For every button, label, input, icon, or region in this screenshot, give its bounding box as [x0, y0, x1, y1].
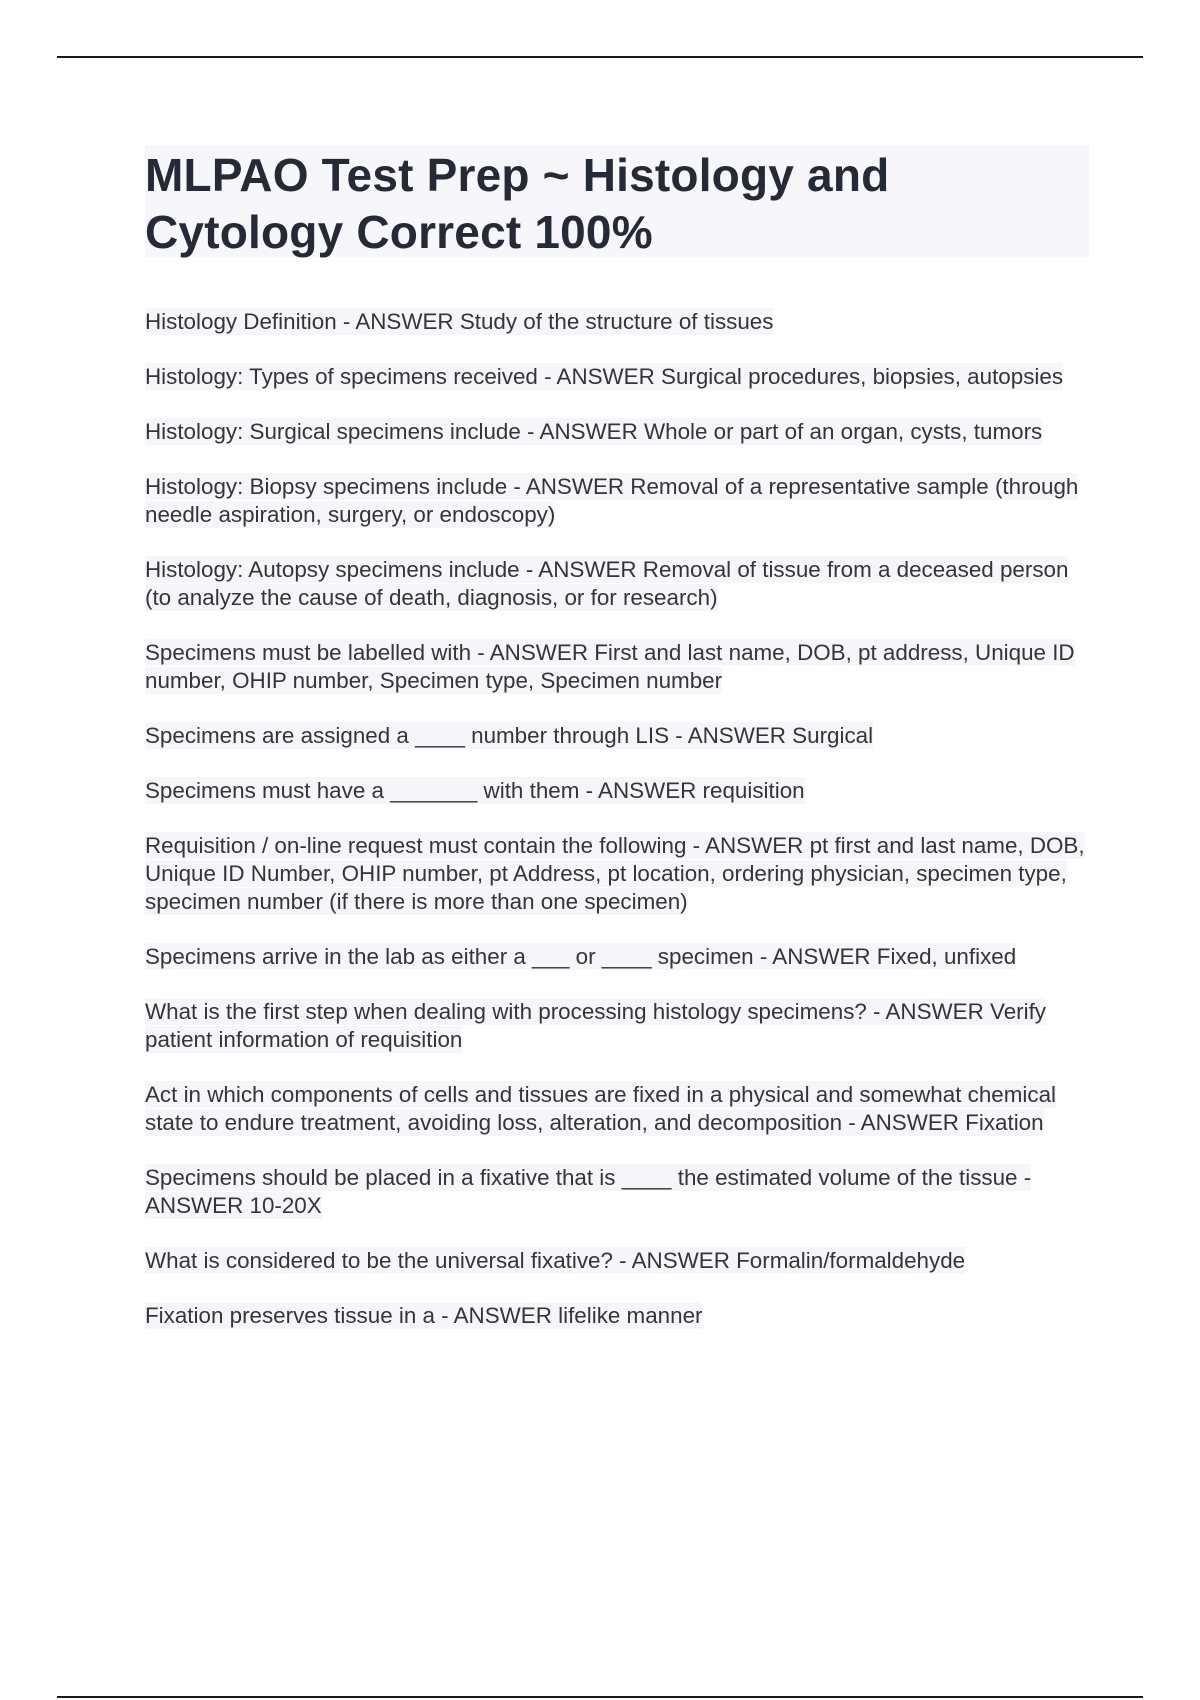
- qa-text: Requisition / on-line request must contain the following - ANSWER pt first and last name, DOB, Unique ID Number, OHIP number, pt Address, pt location, ordering physician, specimen type, specimen number (if there is more than one specimen): [145, 833, 1085, 914]
- qa-text: Histology: Surgical specimens include - ANSWER Whole or part of an organ, cysts, tumors: [145, 419, 1043, 444]
- qa-item: [145, 722, 1095, 750]
- qa-item: [145, 363, 1095, 391]
- qa-item: [145, 473, 1095, 529]
- qa-text: What is the first step when dealing with processing histology specimens? - ANSWER Verify patient information of requisition: [145, 999, 1046, 1052]
- qa-item: [145, 943, 1095, 971]
- qa-text: Histology Definition - ANSWER Study of the structure of tissues: [145, 309, 774, 334]
- page-title: MLPAO Test Prep ~ Histology and Cytology Correct 100%: [145, 149, 890, 258]
- qa-text: Act in which components of cells and tissues are fixed in a physical and somewhat chemical state to endure treatment, avoiding loss, alteration, and decomposition - ANSWER Fixation: [145, 1082, 1057, 1135]
- qa-item: [145, 556, 1095, 612]
- qa-item: [145, 998, 1095, 1054]
- qa-item: [145, 1247, 1095, 1275]
- qa-item: [145, 308, 1095, 336]
- qa-text: Specimens should be placed in a fixative that is ____ the estimated volume of the tissue - ANSWER 10-20X: [145, 1165, 1032, 1218]
- qa-text: Specimens arrive in the lab as either a ___ or ____ specimen - ANSWER Fixed, unfixed: [145, 944, 1017, 969]
- qa-list: [145, 308, 1095, 1357]
- qa-item: [145, 1164, 1095, 1220]
- qa-item: [145, 639, 1095, 695]
- qa-item: [145, 1302, 1095, 1330]
- qa-text: Specimens must have a _______ with them - ANSWER requisition: [145, 778, 805, 803]
- qa-text: Histology: Autopsy specimens include - ANSWER Removal of tissue from a deceased person (to analyze the cause of death, diagnosis, or for research): [145, 557, 1069, 610]
- qa-text: Histology: Types of specimens received - ANSWER Surgical procedures, biopsies, autopsies: [145, 364, 1064, 389]
- qa-text: What is considered to be the universal fixative? - ANSWER Formalin/formaldehyde: [145, 1248, 966, 1273]
- qa-item: [145, 418, 1095, 446]
- qa-text: Histology: Biopsy specimens include - ANSWER Removal of a representative sample (through needle aspiration, surgery, or endoscopy): [145, 474, 1079, 527]
- qa-text: Specimens must be labelled with - ANSWER First and last name, DOB, pt address, Unique ID number, OHIP number, Specimen type, Specimen number: [145, 640, 1075, 693]
- qa-item: [145, 1081, 1095, 1137]
- title-block: [145, 145, 1089, 257]
- qa-text: Fixation preserves tissue in a - ANSWER lifelike manner: [145, 1303, 703, 1328]
- qa-item: [145, 777, 1095, 805]
- header-rule: [57, 56, 1143, 58]
- qa-text: Specimens are assigned a ____ number through LIS - ANSWER Surgical: [145, 723, 874, 748]
- footer-rule: [57, 1696, 1143, 1698]
- qa-item: [145, 832, 1095, 916]
